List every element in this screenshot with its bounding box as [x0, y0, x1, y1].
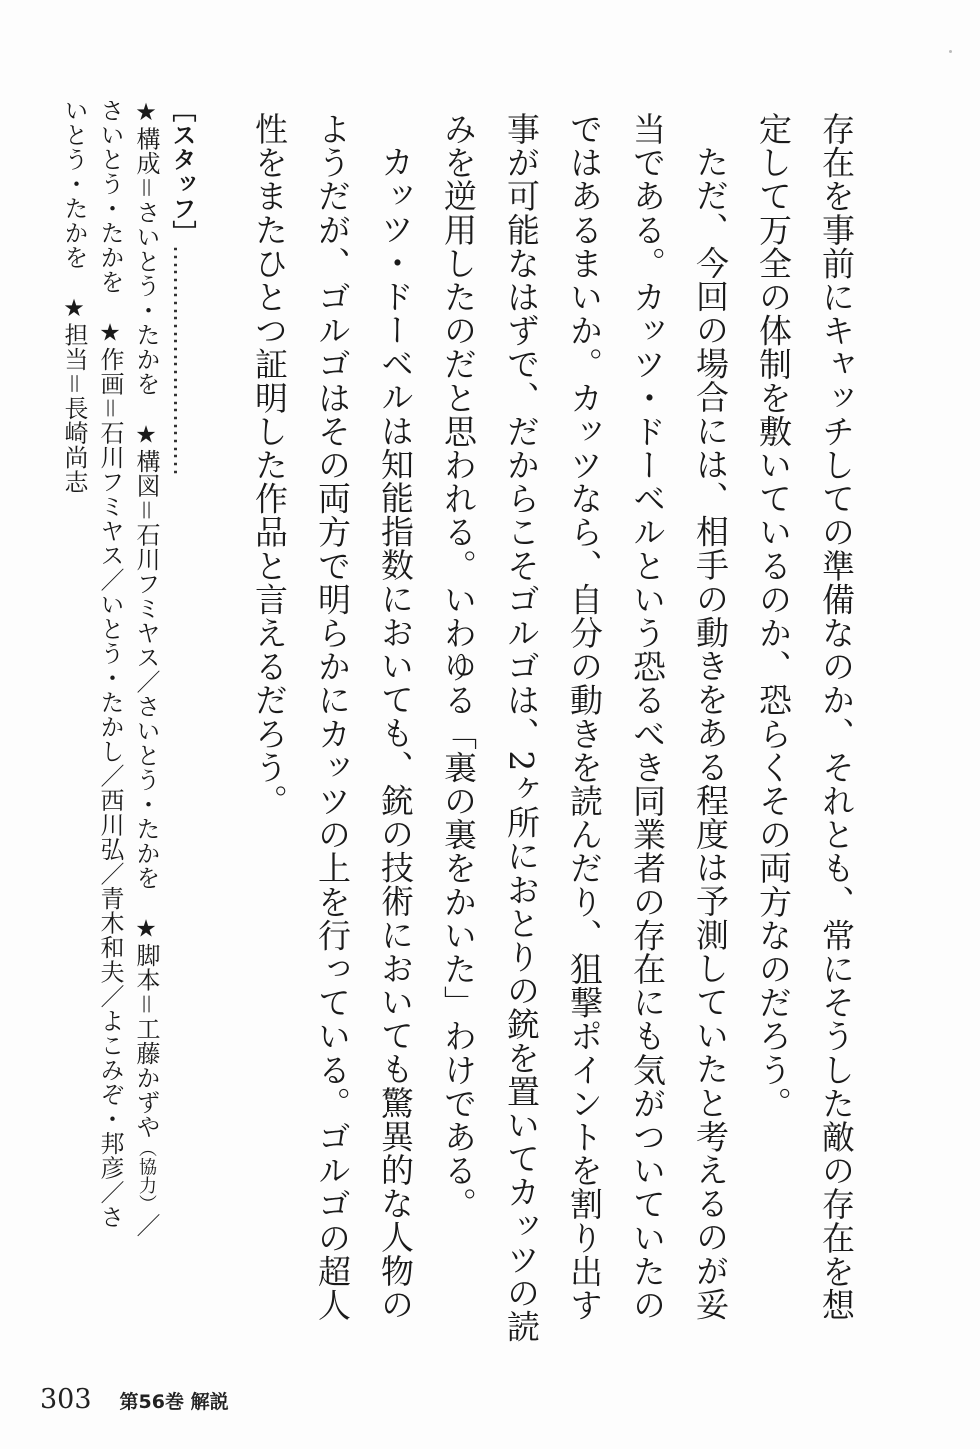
staff-heading: ［スタッフ］: [168, 98, 196, 245]
paragraph-1: 存在を事前にキャッチしての準備なのか、それとも、常にそうした敵の存在を想定して万全の体制を敷いているのか、恐らくその両方なのだろう。: [754, 112, 856, 1322]
staff-heading-line: [164, 98, 200, 1363]
staff-credits: [50, 98, 200, 1363]
staff-credit-line-1: [128, 98, 164, 1363]
credit-note: （協力）: [136, 1139, 157, 1213]
credit-line-1-end: ／: [132, 1213, 160, 1238]
page-number: 303: [40, 1384, 92, 1415]
commentary-body: [250, 112, 868, 1352]
dotted-leader: …………………………: [168, 245, 196, 475]
credit-line-1-text: ★構成＝さいとう・たかを ★構図＝石川フミヤス／さいとう・たかを ★脚本＝工藤かずや: [132, 98, 160, 1139]
paper-speck: [949, 50, 952, 53]
paragraph-2: ただ、今回の場合には、相手の動きをある程度は予測していたと考えるのが妥当である。カッツ・ドーベルという恐るべき同業者の存在にも気がついていたのではあるまいか。カッツなら、自分の動きを読んだり、狙撃ポイントを割り出す事が可能なはずで、だからこそゴルゴは、2ヶ所におとりの銃を置いてカッツの読みを逆用したのだと思われる。いわゆる「裏の裏をかいた」わけである。: [439, 112, 730, 1344]
page-footer: [40, 1384, 229, 1424]
staff-credit-line-2: さいとう・たかを ★作画＝石川フミヤス／いとう・たかし／西川弘／青木和夫／よこみぞ・邦彦／さ: [96, 98, 124, 1229]
running-title: 第56巻 解説: [119, 1391, 229, 1413]
paragraph-3: カッツ・ドーベルは知能指数においても、銃の技術においても驚異的な人物のようだが、ゴルゴはその両方で明らかにカッツの上を行っている。ゴルゴの超人性をまたひとつ証明した作品と言えるだろう。: [250, 112, 415, 1322]
staff-credit-line-3: いとう・たかを ★担当＝長崎尚志: [60, 98, 88, 494]
